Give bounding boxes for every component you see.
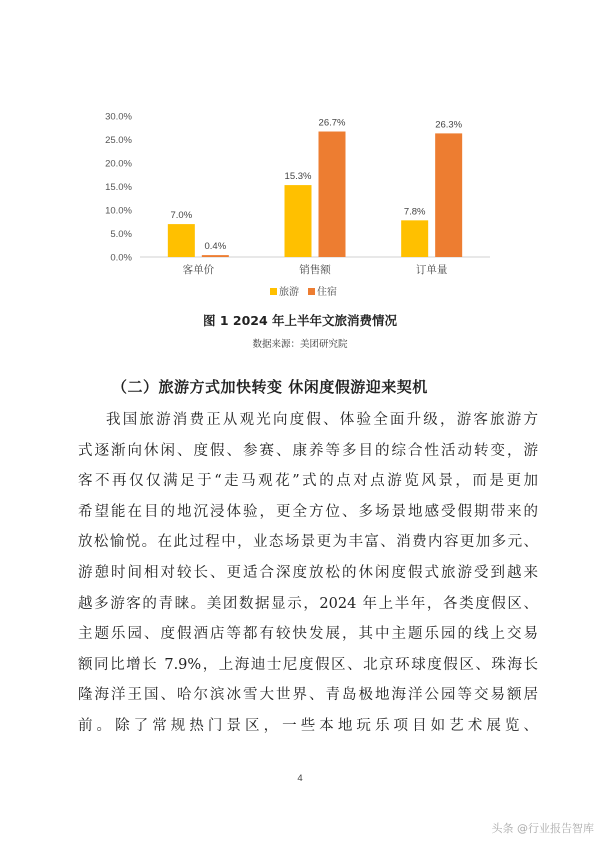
figure-source: 数据来源：美团研究院 (252, 339, 348, 350)
watermark: 头条 @行业报告智库 (491, 822, 594, 835)
legend-swatch (270, 288, 277, 295)
paragraph-line: 客不再仅仅满足于“走马观花”式的点对点游览风景，而是更加 (78, 473, 538, 490)
y-tick-label: 25.0% (105, 135, 132, 146)
paragraph-line: 前。除了常规热门景区，一些本地玩乐项目如艺术展览、 (78, 717, 538, 734)
page-number: 4 (297, 773, 303, 784)
paragraph-line: 越多游客的青睐。美团数据显示，2024 年上半年，各类度假区、 (78, 595, 538, 612)
paragraph-line: 放松愉悦。在此过程中，业态场景更为丰富、消费内容更加多元、 (78, 534, 538, 551)
figure-title: 图 1 2024 年上半年文旅消费情况 (202, 313, 398, 328)
x-tick-label: 订单量 (415, 264, 448, 276)
data-label: 0.4% (204, 241, 227, 253)
chart-legend (270, 285, 337, 298)
data-label: 7.8% (403, 206, 426, 218)
data-label: 26.7% (318, 117, 346, 129)
y-tick-label: 5.0% (110, 229, 132, 240)
x-axis (183, 263, 448, 276)
paragraph-line: 希望能在目的地沉浸体验，更全方位、多场景地感受假期带来的 (78, 503, 538, 520)
bar (202, 255, 229, 257)
y-tick-label: 15.0% (105, 182, 132, 193)
bar (168, 224, 195, 257)
legend-label: 旅游 (279, 287, 299, 298)
body-paragraph (78, 405, 538, 742)
x-tick-label: 客单价 (182, 264, 215, 276)
y-tick-label: 20.0% (105, 158, 132, 170)
y-tick-label: 10.0% (105, 205, 132, 217)
bar (319, 132, 346, 257)
bar (285, 185, 312, 257)
bar-series (168, 118, 463, 257)
legend-swatch (308, 288, 315, 295)
bar (435, 133, 462, 257)
section-heading: （二）旅游方式加快转变 休闲度假游迎来契机 (112, 378, 428, 396)
paragraph-line: 式逐渐向休闲、度假、参赛、康养等多目的综合性活动转变，游 (78, 442, 538, 459)
paragraph-line: 我国旅游消费正从观光向度假、体验全面升级，游客旅游方 (106, 412, 538, 428)
paragraph-line: 游憩时间相对较长、更适合深度放松的休闲度假式旅游受到越来 (78, 564, 538, 581)
data-label: 15.3% (284, 171, 312, 183)
bar-chart (0, 0, 600, 310)
legend-label: 住宿 (317, 287, 337, 298)
data-label: 26.3% (435, 119, 463, 131)
y-tick-label: 0.0% (110, 252, 132, 264)
x-tick-label: 销售额 (299, 264, 331, 276)
bar (401, 220, 428, 257)
paragraph-line: 隆海洋王国、哈尔滨冰雪大世界、青岛极地海洋公园等交易额居 (78, 687, 538, 704)
y-tick-label: 30.0% (105, 111, 132, 123)
data-label: 7.0% (170, 210, 193, 222)
paragraph-line: 主题乐园、度假酒店等都有较快发展，其中主题乐园的线上交易 (78, 626, 538, 643)
paragraph-line: 额同比增长 7.9%，上海迪士尼度假区、北京环球度假区、珠海长 (78, 656, 538, 673)
